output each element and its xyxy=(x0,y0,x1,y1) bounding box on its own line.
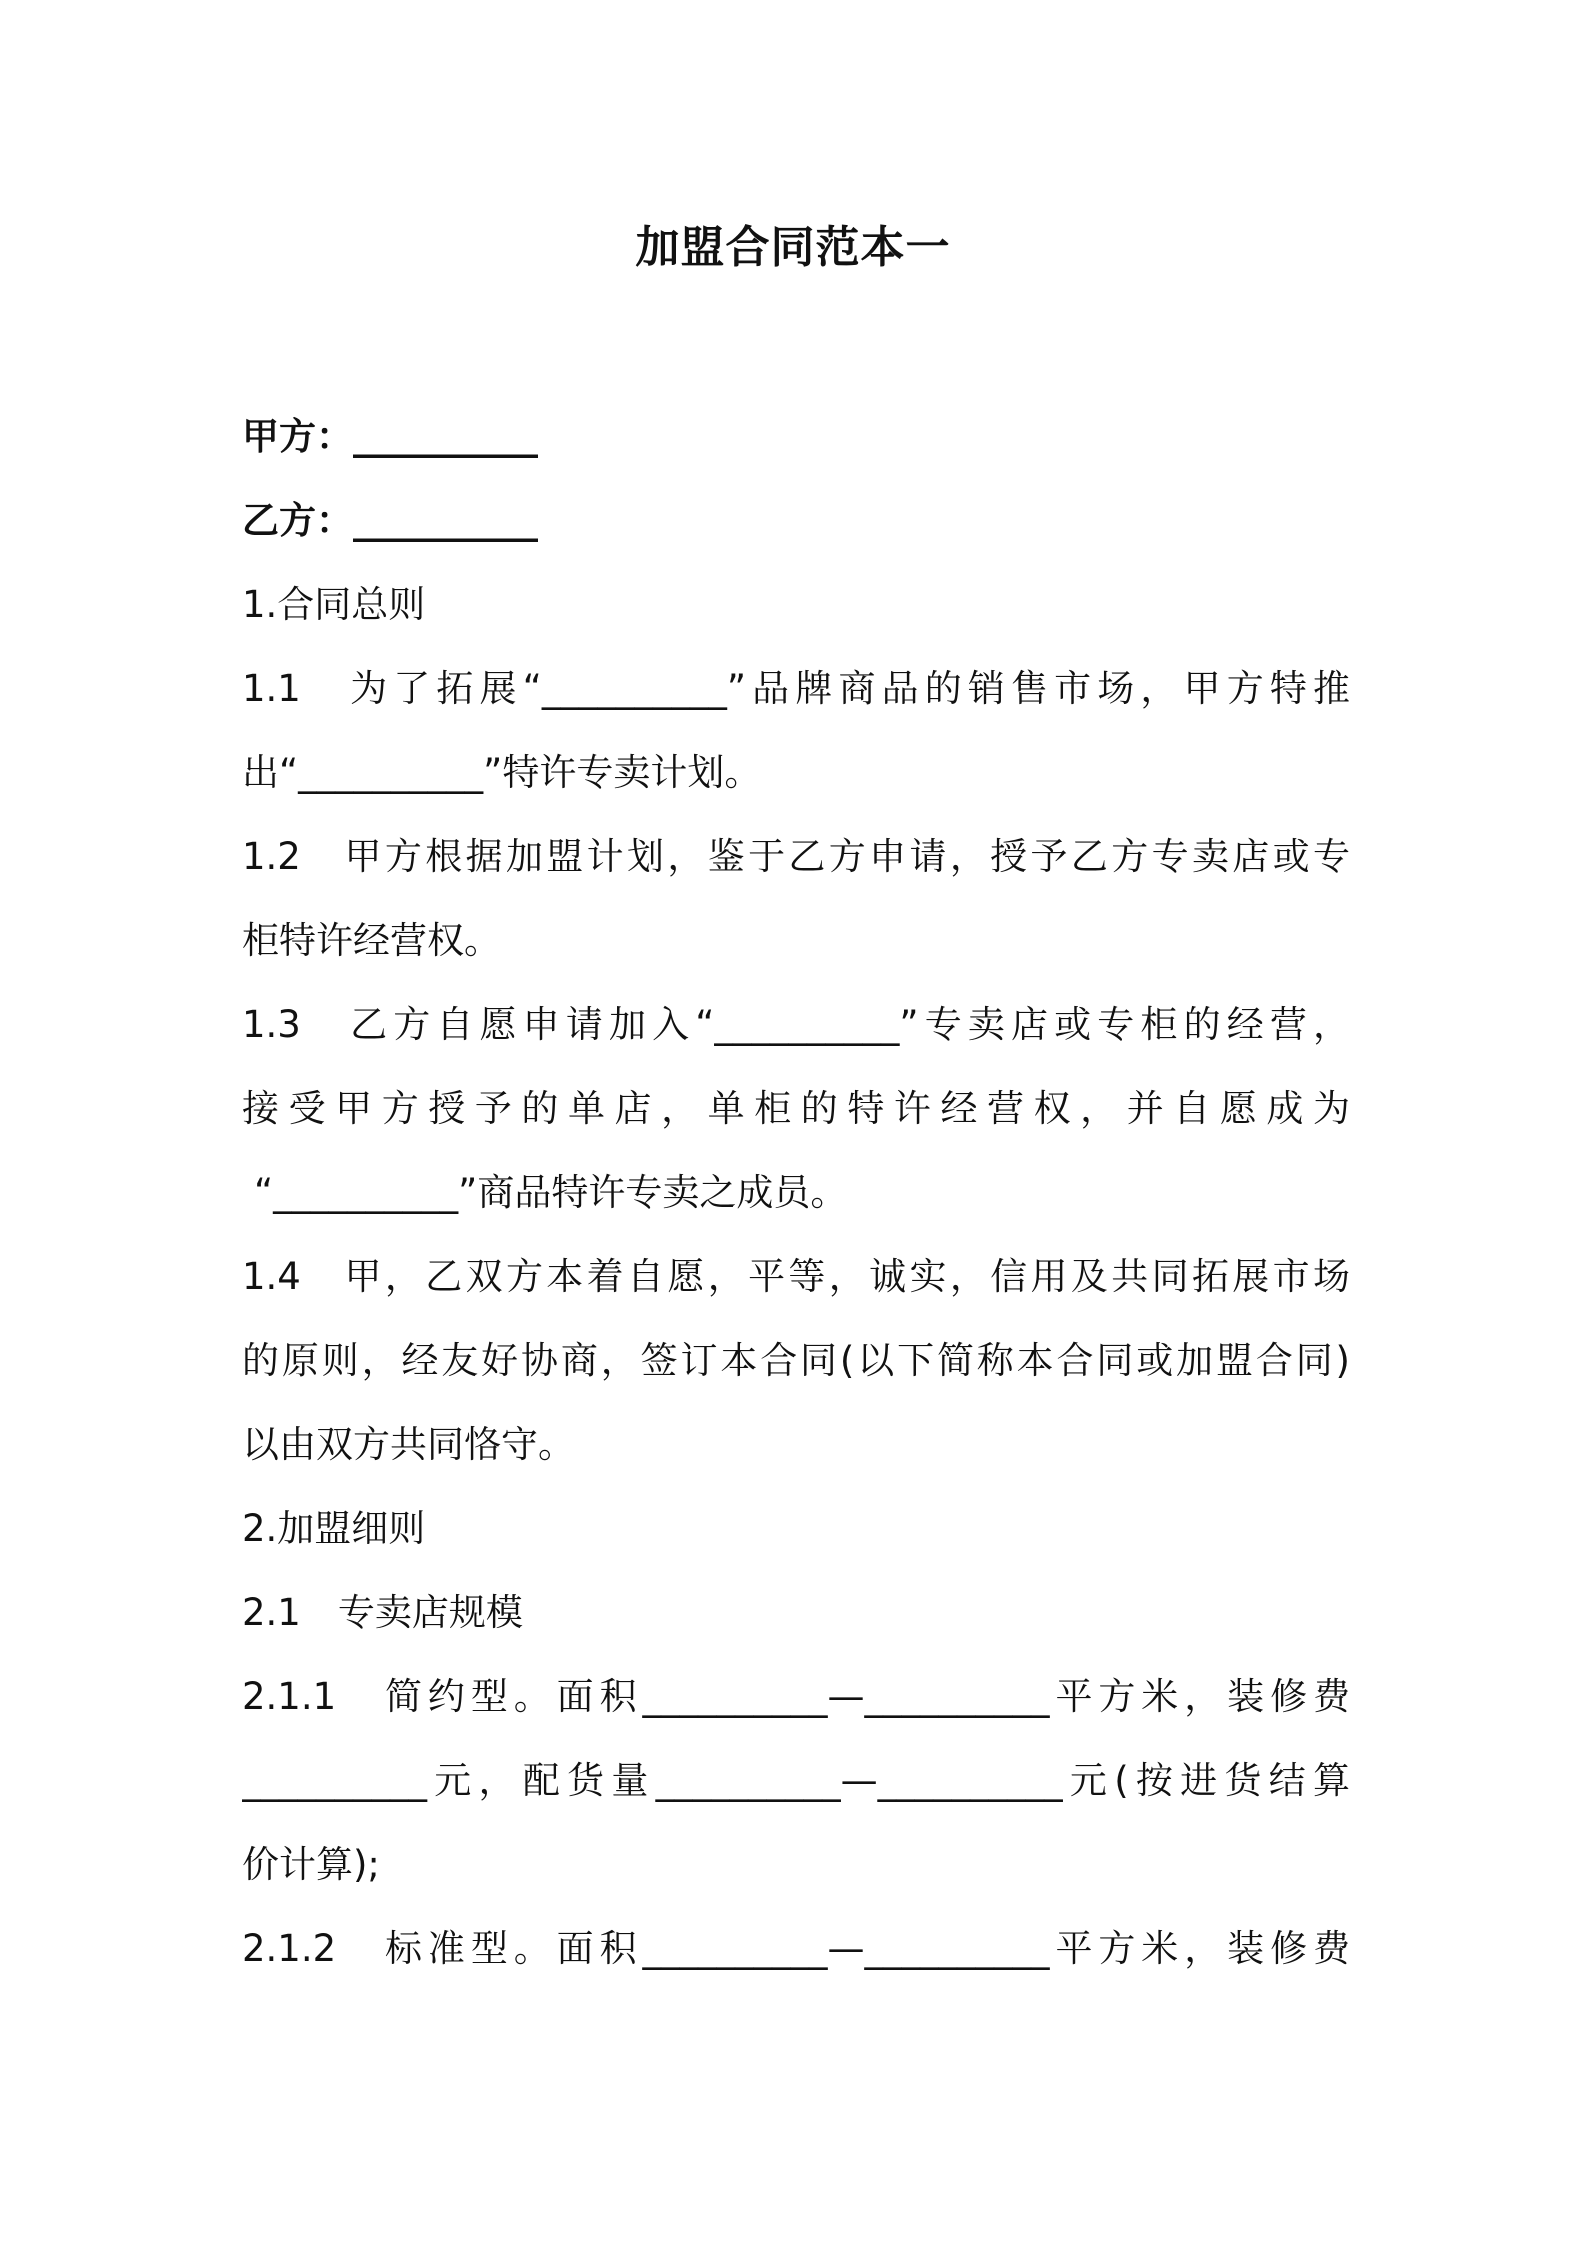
clause-1-3-line-2: 接受甲方授予的单店，单柜的特许经营权，并自愿成为 xyxy=(242,1087,1350,1130)
party-a-line: 甲方：__________ xyxy=(242,415,538,458)
clause-2-1-1-line-3: 价计算); xyxy=(242,1843,380,1886)
clause-1-4-line-1: 1.4 甲，乙双方本着自愿，平等，诚实，信用及共同拓展市场 xyxy=(242,1255,1350,1298)
clause-2-1-1-line-2: __________元，配货量__________—__________元(按进货结算 xyxy=(242,1759,1350,1802)
party-b-line: 乙方：__________ xyxy=(242,499,538,542)
clause-2-1-1-line-1: 2.1.1 简约型。面积__________—__________平方米，装修费 xyxy=(242,1675,1350,1718)
clause-2-1-2-line-1: 2.1.2 标准型。面积__________—__________平方米，装修费 xyxy=(242,1927,1350,1970)
section-1-heading: 1.合同总则 xyxy=(242,583,426,626)
clause-1-1-line-1: 1.1 为了拓展“__________”品牌商品的销售市场，甲方特推 xyxy=(242,667,1350,710)
clause-1-3-line-3: “__________”商品特许专卖之成员。 xyxy=(254,1171,848,1214)
clause-2-1-line: 2.1 专卖店规模 xyxy=(242,1591,523,1634)
document-title: 加盟合同范本一 xyxy=(635,222,951,273)
section-2-heading: 2.加盟细则 xyxy=(242,1507,426,1550)
clause-1-2-line-1: 1.2 甲方根据加盟计划，鉴于乙方申请，授予乙方专卖店或专 xyxy=(242,835,1350,878)
clause-1-4-line-3: 以由双方共同恪守。 xyxy=(242,1423,575,1466)
clause-1-2-line-2: 柜特许经营权。 xyxy=(242,919,501,962)
clause-1-3-line-1: 1.3 乙方自愿申请加入“__________”专卖店或专柜的经营， xyxy=(242,1003,1350,1046)
clause-1-4-line-2: 的原则，经友好协商，签订本合同(以下简称本合同或加盟合同) xyxy=(242,1339,1350,1382)
clause-1-1-line-2: 出“__________”特许专卖计划。 xyxy=(242,751,762,794)
